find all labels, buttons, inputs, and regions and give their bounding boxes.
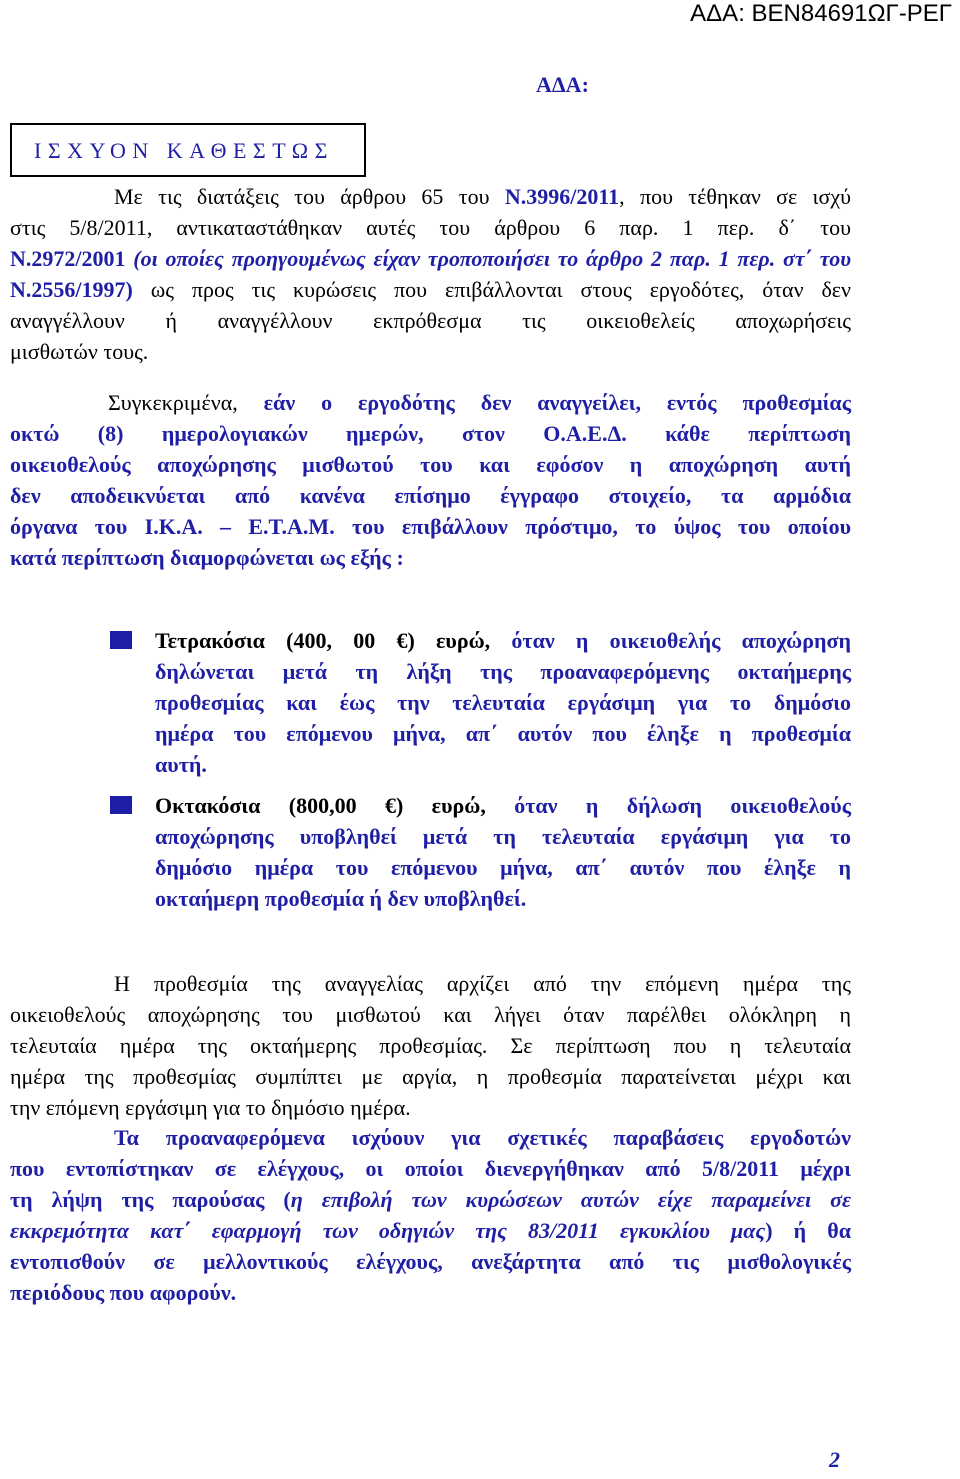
text-line: Η προθεσμία της αναγγελίας αρχίζει από την επόμενη ημέρα της (114, 971, 851, 996)
page-number: 2 (829, 1447, 840, 1472)
square-bullet-icon (110, 796, 132, 814)
text-line: δημόσιο ημέρα του επόμενου μήνα, απ΄ αυτόν που έληξε η (155, 855, 851, 880)
text-line: Συγκεκριμένα, εάν ο εργοδότης δεν αναγγείλει, εντός προθεσμίας (108, 390, 851, 415)
text-line: που εντοπίστηκαν σε ελέγχους, οι οποίοι διενεργήθηκαν από 5/8/2011 μέχρι (10, 1156, 851, 1181)
specifics-paragraph (10, 387, 851, 573)
deadline-paragraph (10, 968, 851, 1123)
text-line: Ν.2556/1997) ως προς τις κυρώσεις που επιβάλλονται στους εργοδότες, όταν δεν (10, 277, 851, 302)
text-line: αυτή. (155, 752, 207, 777)
text-line: δεν αποδεικνύεται από κανένα επίσημο έγγραφο στοιχείο, τα αρμόδια (10, 483, 851, 508)
text-line: Με τις διατάξεις του άρθρου 65 του Ν.3996/2011, που τέθηκαν σε ισχύ (114, 184, 851, 209)
text-line: όργανα του Ι.Κ.Α. – Ε.Τ.Α.Μ. του επιβάλλουν πρόστιμο, το ύψος του οποίου (10, 514, 851, 539)
text-line: κατά περίπτωση διαμορφώνεται ως εξής : (10, 545, 404, 570)
text-line: οικειοθελούς αποχώρησης μισθωτού του και εφόσον η αποχώρηση αυτή (10, 452, 851, 477)
text-line: οικειοθελούς αποχώρησης του μισθωτού και λήγει όταν παρέλθει ολόκληρη η (10, 1002, 851, 1027)
fine-item-400 (155, 625, 851, 780)
text-line: αποχώρησης υποβληθεί μετά τη τελευταία εργάσιμη για το (155, 824, 851, 849)
text-line: οκτώ (8) ημερολογιακών ημερών, στον Ο.Α.Ε.Δ. κάθε περίπτωση (10, 421, 851, 446)
ada-code-header: ΑΔΑ: ΒΕΝ84691ΩΓ-ΡΕΓ (690, 0, 952, 27)
text-line: προθεσμίας και έως την τελευταία εργάσιμη για το δημόσιο (155, 690, 851, 715)
title-box (10, 123, 366, 177)
intro-paragraph (10, 181, 851, 367)
text-line: οκταήμερη προθεσμία ή δεν υποβληθεί. (155, 886, 527, 911)
text-line: Ν.2972/2001 (οι οποίες προηγουμένως είχαν τροποποιήσει το άρθρο 2 παρ. 1 περ. στ΄ του (10, 246, 851, 271)
text-line: αναγγέλλουν ή αναγγέλλουν εκπρόθεσμα τις οικειοθελείς αποχωρήσεις (10, 308, 851, 333)
text-line: Οκτακόσια (800,00 €) ευρώ, όταν η δήλωση οικειοθελούς (155, 793, 851, 818)
text-line: Τετρακόσια (400, 00 €) ευρώ, όταν η οικειοθελής αποχώρηση (155, 628, 851, 653)
ada-label: ΑΔΑ: (536, 72, 589, 97)
square-bullet-icon (110, 631, 132, 649)
text-line: εντοπισθούν σε μελλοντικούς ελέγχους, ανεξάρτητα από τις μισθολογικές (10, 1249, 851, 1274)
text-line: την επόμενη εργάσιμη για το δημόσιο ημέρα. (10, 1095, 411, 1120)
text-line: δηλώνεται μετά τη λήξη της προαναφερόμενης οκταήμερης (155, 659, 851, 684)
text-line: ημέρα της προθεσμίας συμπίπτει με αργία, η προθεσμία παρατείνεται μέχρι και (10, 1064, 851, 1089)
text-line: ημέρα του επόμενου μήνα, απ΄ αυτόν που έληξε η προθεσμία (155, 721, 851, 746)
text-line: μισθωτών τους. (10, 339, 149, 364)
closing-paragraph (10, 1122, 851, 1308)
text-line: τελευταία ημέρα της οκταήμερης προθεσμίας. Σε περίπτωση που η τελευταία (10, 1033, 851, 1058)
fine-item-800 (155, 790, 851, 914)
text-line: εκκρεμότητα κατ΄ εφαρμογή των οδηγιών της 83/2011 εγκυκλίου μας) ή θα (10, 1218, 851, 1243)
section-title: ΙΣΧΥΟΝ ΚΑΘΕΣΤΩΣ (34, 138, 334, 163)
text-line: στις 5/8/2011, αντικαταστάθηκαν αυτές του άρθρου 6 παρ. 1 περ. δ΄ του (10, 215, 851, 240)
text-line: τη λήψη της παρούσας (η επιβολή των κυρώσεων αυτών είχε παραμείνει σε (10, 1187, 851, 1212)
text-line: Τα προαναφερόμενα ισχύουν για σχετικές παραβάσεις εργοδοτών (114, 1125, 851, 1150)
text-line: περιόδους που αφορούν. (10, 1280, 237, 1305)
